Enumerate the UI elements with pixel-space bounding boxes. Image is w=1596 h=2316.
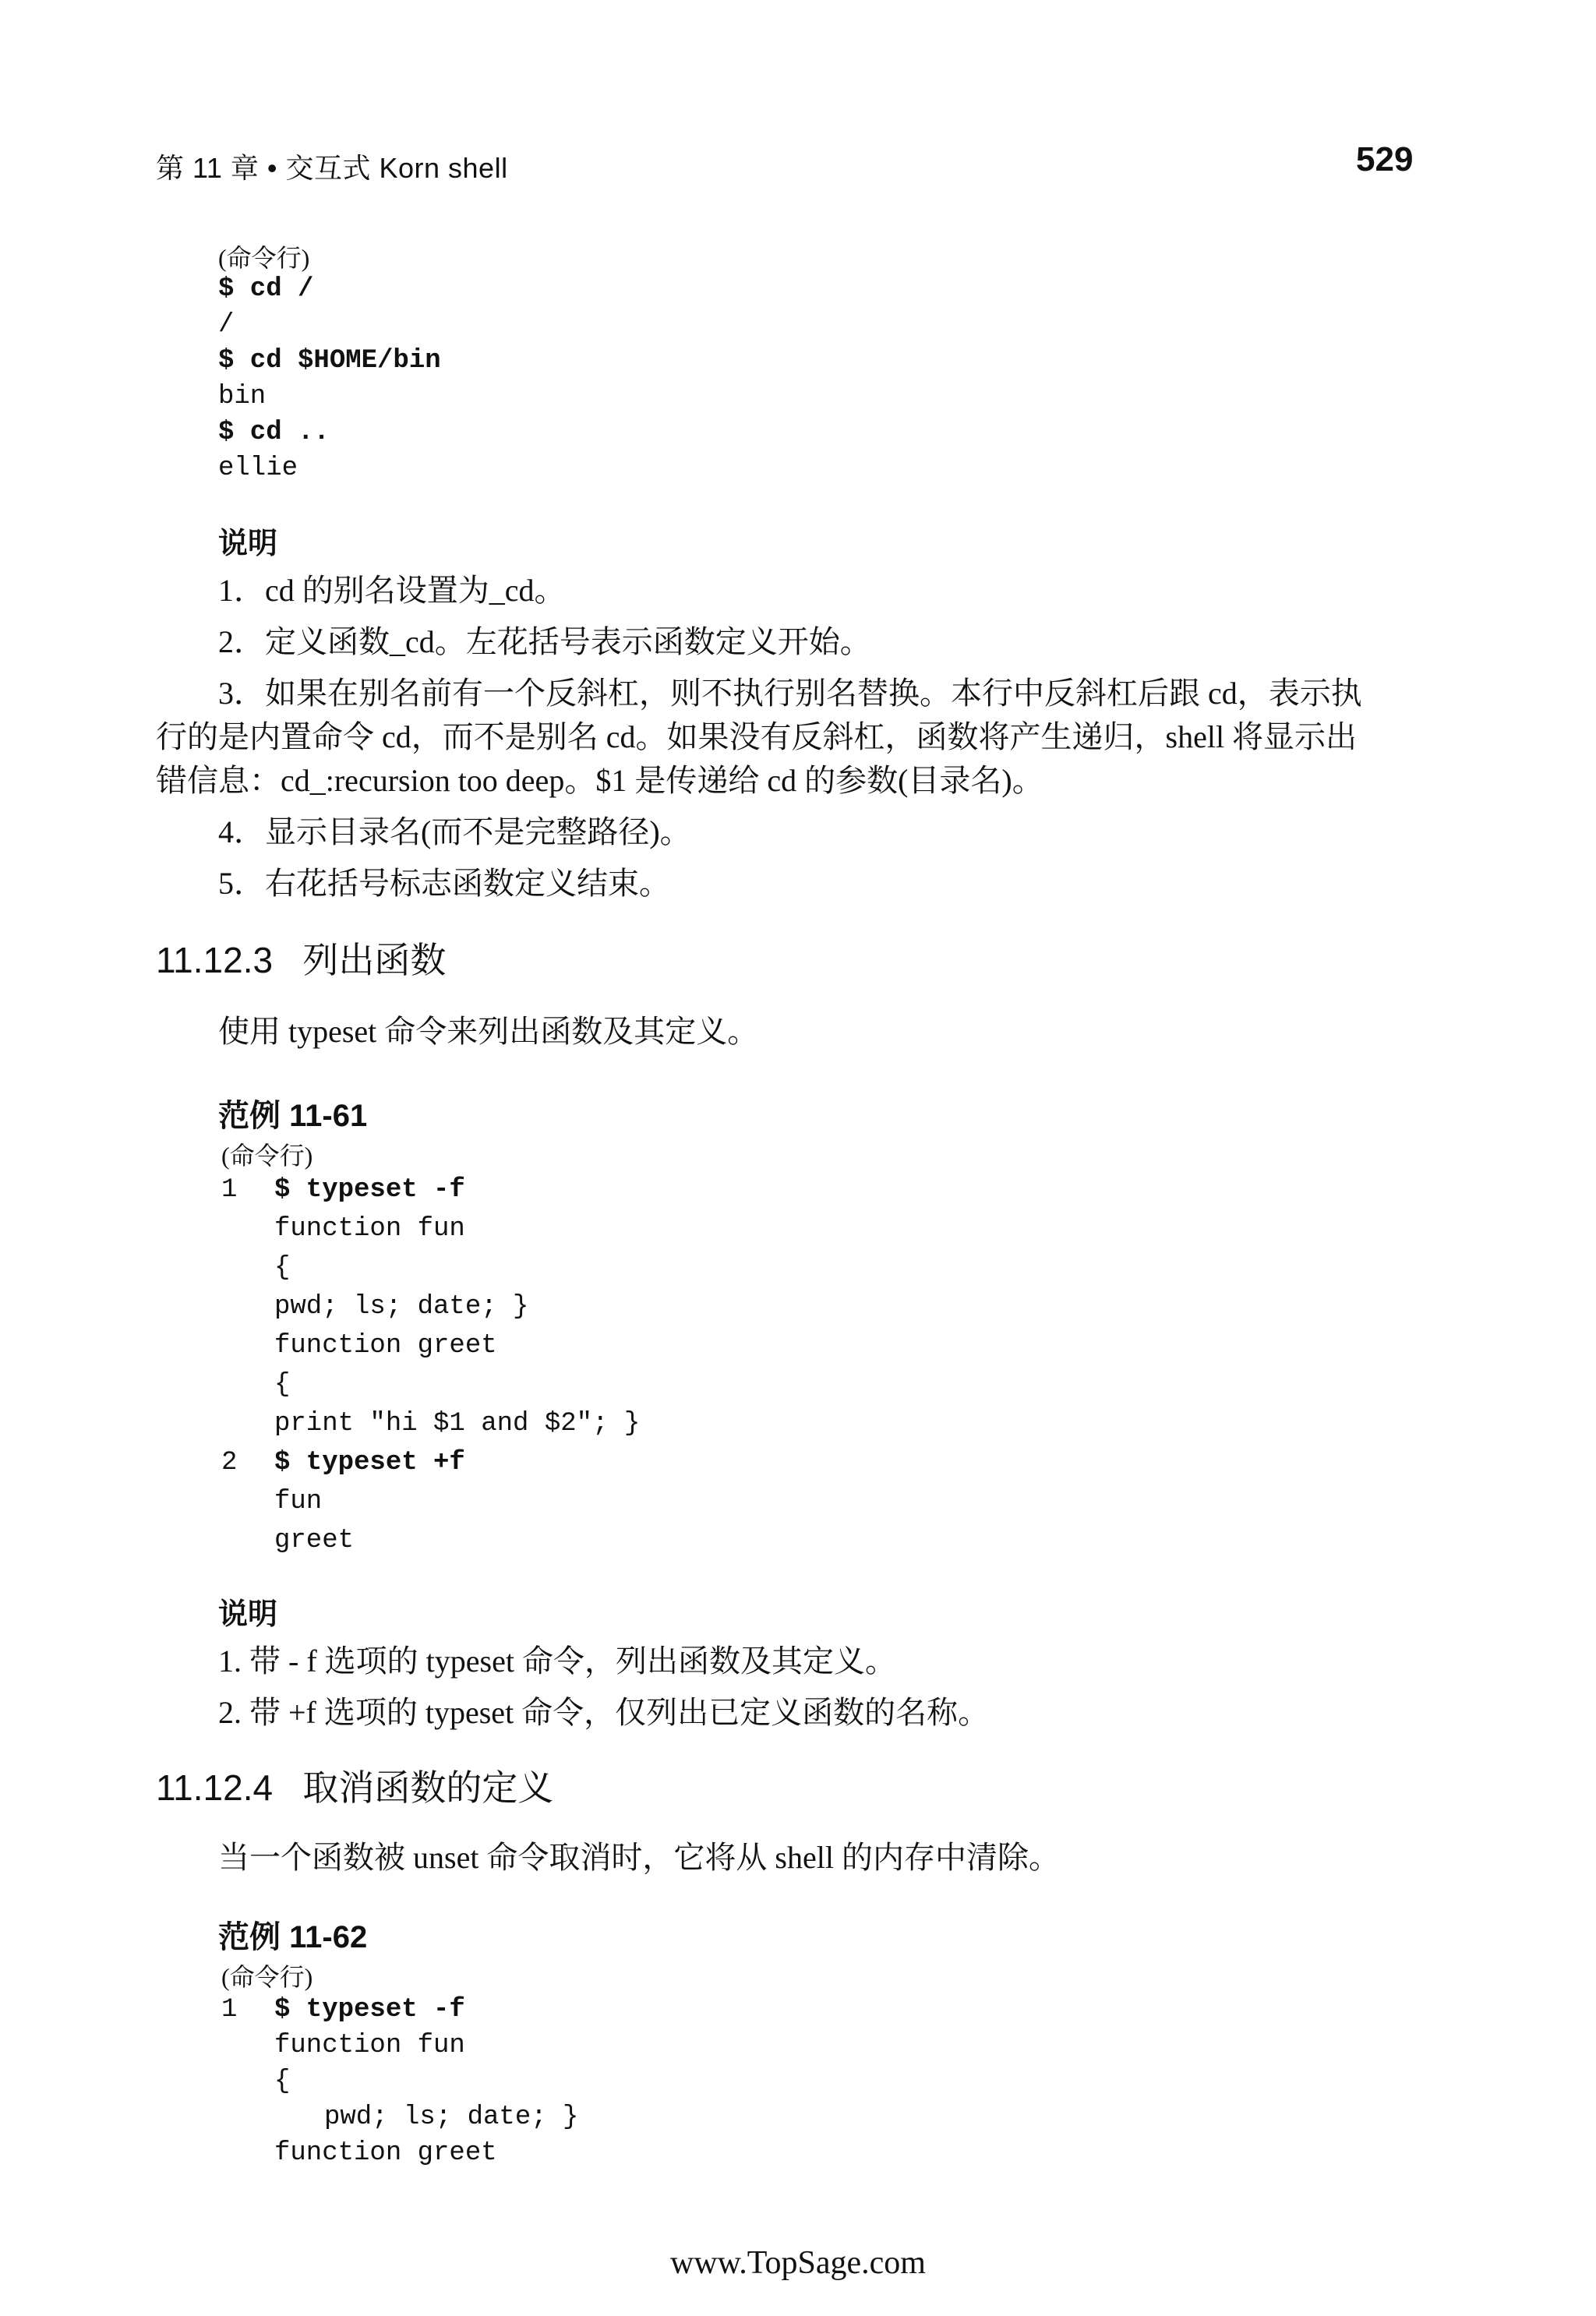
explanation-item: 2．定义函数_cd。左花括号表示函数定义开始。	[218, 624, 871, 659]
explanation-item: 1．cd 的别名设置为_cd。	[218, 573, 566, 608]
code-line: pwd; ls; date; }	[274, 1292, 529, 1322]
code-line: fun	[274, 1487, 323, 1516]
section-intro: 使用 typeset 命令来列出函数及其定义。	[218, 1014, 759, 1049]
code-label: (命令行)	[221, 1142, 313, 1170]
example-title: 范例 11-61	[218, 1099, 368, 1133]
explanation-item: 4．显示目录名(而不是完整路径)。	[218, 814, 691, 849]
code-line: $ typeset +f	[274, 1448, 465, 1478]
line-number: 1	[221, 1995, 238, 2025]
code-line: {	[274, 1253, 291, 1283]
code-line: $ cd /	[218, 274, 314, 304]
code-line: /	[218, 310, 235, 340]
explanation-item: 1. 带 - f 选项的 typeset 命令，列出函数及其定义。	[218, 1643, 896, 1679]
code-label: (命令行)	[218, 244, 310, 272]
explanation-item-continuation: 行的是内置命令 cd，而不是别名 cd。如果没有反斜杠，函数将产生递归，shell 将显示出	[156, 719, 1358, 754]
explanation-heading: 说明	[218, 526, 278, 560]
code-line: $ typeset -f	[274, 1175, 465, 1205]
explanation-item: 5．右花括号标志函数定义结束。	[218, 866, 670, 901]
explanation-item: 2. 带 +f 选项的 typeset 命令，仅列出已定义函数的名称。	[218, 1695, 990, 1730]
code-line: ellie	[218, 454, 298, 483]
code-line: $ typeset -f	[274, 1995, 465, 2025]
code-line: {	[274, 1370, 291, 1400]
code-line: $ cd $HOME/bin	[218, 346, 441, 376]
code-line: bin	[218, 382, 267, 411]
section-intro: 当一个函数被 unset 命令取消时，它将从 shell 的内存中清除。	[218, 1840, 1060, 1875]
code-line: function fun	[274, 2031, 465, 2060]
explanation-item: 3．如果在别名前有一个反斜杠，则不执行别名替换。本行中反斜杠后跟 cd，表示执	[218, 676, 1362, 711]
example-title: 范例 11-62	[218, 1920, 368, 1954]
code-label: (命令行)	[221, 1963, 313, 1991]
explanation-item-continuation: 错信息：cd_:recursion too deep。$1 是传递给 cd 的参数(目录名)。	[156, 763, 1043, 798]
line-number: 1	[221, 1175, 238, 1205]
section-heading: 11.12.3 列出函数	[156, 939, 447, 981]
code-line: greet	[274, 1526, 355, 1555]
page-number: 529	[1356, 140, 1414, 178]
code-line: function greet	[274, 1331, 497, 1361]
code-line: function fun	[274, 1214, 465, 1244]
code-line: print "hi $1 and $2"; }	[274, 1409, 641, 1439]
explanation-heading: 说明	[218, 1597, 278, 1631]
code-line: {	[274, 2067, 291, 2096]
code-line: function greet	[274, 2138, 497, 2168]
line-number: 2	[221, 1448, 238, 1478]
code-line: $ cd ..	[218, 418, 330, 447]
footer-url: www.TopSage.com	[670, 2245, 926, 2281]
section-heading: 11.12.4 取消函数的定义	[156, 1767, 554, 1809]
code-line: pwd; ls; date; }	[324, 2102, 579, 2132]
running-header: 第 11 章 • 交互式 Korn shell	[156, 152, 508, 184]
